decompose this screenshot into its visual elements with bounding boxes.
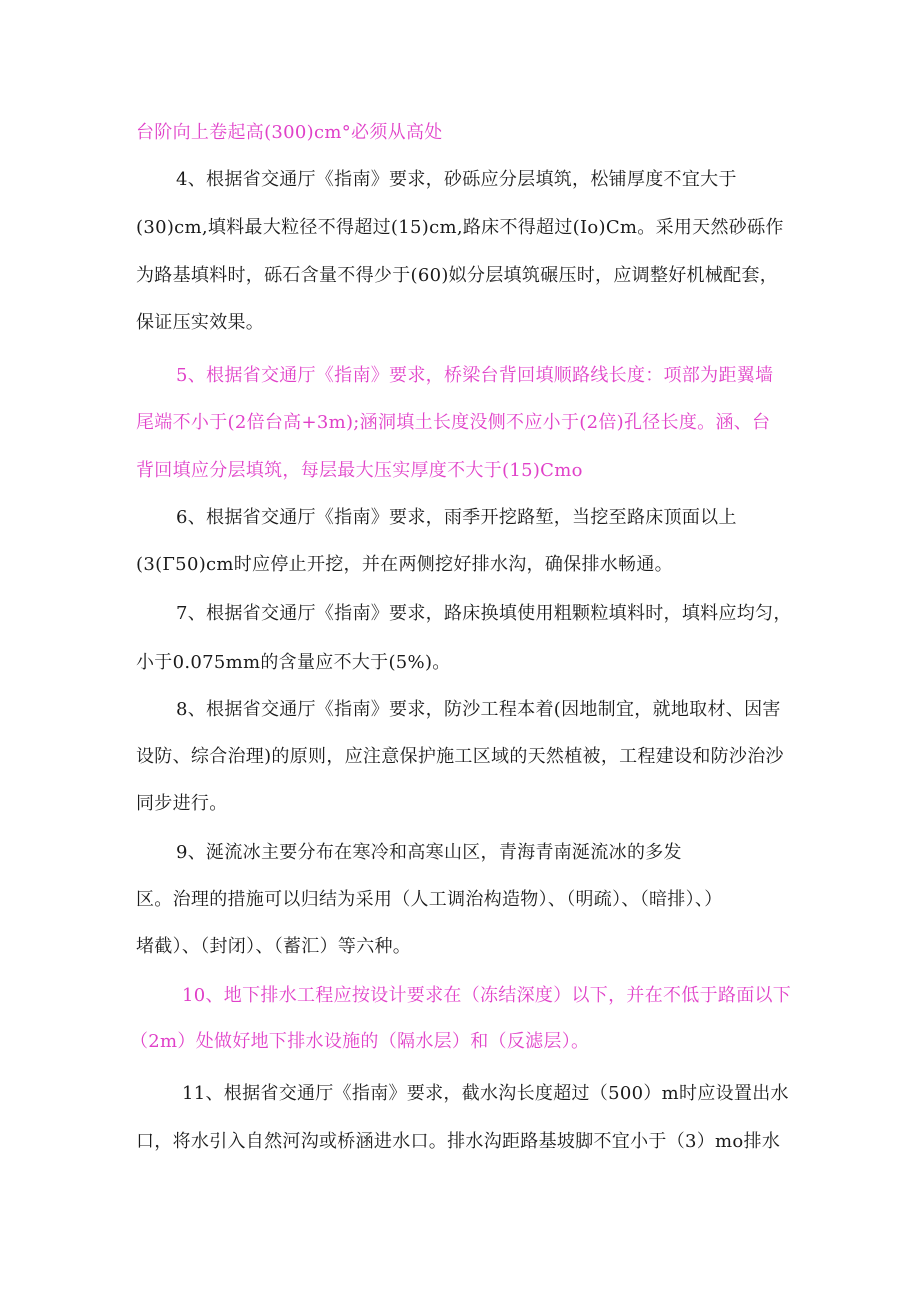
paragraph-5-line-2: 尾端不小于(2倍台高+3m);涵洞填土长度没侧不应小于(2倍)孔径长度。涵、台 <box>136 412 771 433</box>
paragraph-9-line-2: 区。治理的措施可以归结为采用（人工调治构造物）、（明疏）、（暗排）、） <box>136 889 723 910</box>
paragraph-7-line-2: 小于0.075mm的含量应不大于(5%)。 <box>136 652 451 673</box>
paragraph-11-line-1: 11、根据省交通厅《指南》要求，截水沟长度超过（500）m时应设置出水 <box>182 1083 789 1104</box>
paragraph-8-line-3: 同步进行。 <box>136 793 228 814</box>
paragraph-5-line-1: 5、根据省交通厅《指南》要求，桥梁台背回填顺路线长度：项部为距翼墙 <box>176 365 774 386</box>
paragraph-9-line-1: 9、涎流冰主要分布在寒冷和高寒山区，青海青南涎流冰的多发 <box>176 842 682 863</box>
paragraph-3-line-1: 台阶向上卷起高(300)cm°必须从高处 <box>136 122 443 143</box>
paragraph-6-line-2: (3(Γ50)cm时应停止开挖，并在两侧挖好排水沟，确保排水畅通。 <box>136 554 673 575</box>
paragraph-10-line-1: 10、地下排水工程应按设计要求在（冻结深度）以下，并在不低于路面以下 <box>182 985 792 1006</box>
paragraph-7-line-1: 7、根据省交通厅《指南》要求，路床换填使用粗颗粒填料时，填料应均匀， <box>176 603 792 624</box>
paragraph-4-line-1: 4、根据省交通厅《指南》要求，砂砾应分层填筑，松铺厚度不宜大于 <box>176 169 737 190</box>
paragraph-4-line-4: 保证压实效果。 <box>136 312 265 333</box>
paragraph-8-line-1: 8、根据省交通厅《指南》要求，防沙工程本着(因地制宜，就地取材、因害 <box>176 699 781 720</box>
paragraph-4-line-3: 为路基填料时，砾石含量不得少于(60)姒分层填筑碾压时，应调整好机械配套， <box>136 265 779 286</box>
paragraph-10-line-2: （2m）处做好地下排水设施的（隔水层）和（反滤层）。 <box>130 1031 590 1052</box>
paragraph-4-line-2: (30)cm,填料最大粒径不得超过(15)cm,路床不得超过(Io)Cm。采用天然砂砾作 <box>136 217 784 238</box>
paragraph-11-line-2: 口，将水引入自然河沟或桥涵进水口。排水沟距路基坡脚不宜小于（3）mo排水 <box>136 1131 781 1152</box>
paragraph-9-line-3: 堵截）、（封闭）、（蓄汇）等六种。 <box>136 936 412 957</box>
paragraph-5-line-3: 背回填应分层填筑，每层最大压实厚度不大于(15)Cmo <box>136 460 583 481</box>
paragraph-6-line-1: 6、根据省交通厅《指南》要求，雨季开挖路堑，当挖至路床顶面以上 <box>176 507 737 528</box>
paragraph-8-line-2: 设防、综合治理)的原则，应注意保护施工区域的天然植被，工程建设和防沙治沙 <box>136 746 784 767</box>
